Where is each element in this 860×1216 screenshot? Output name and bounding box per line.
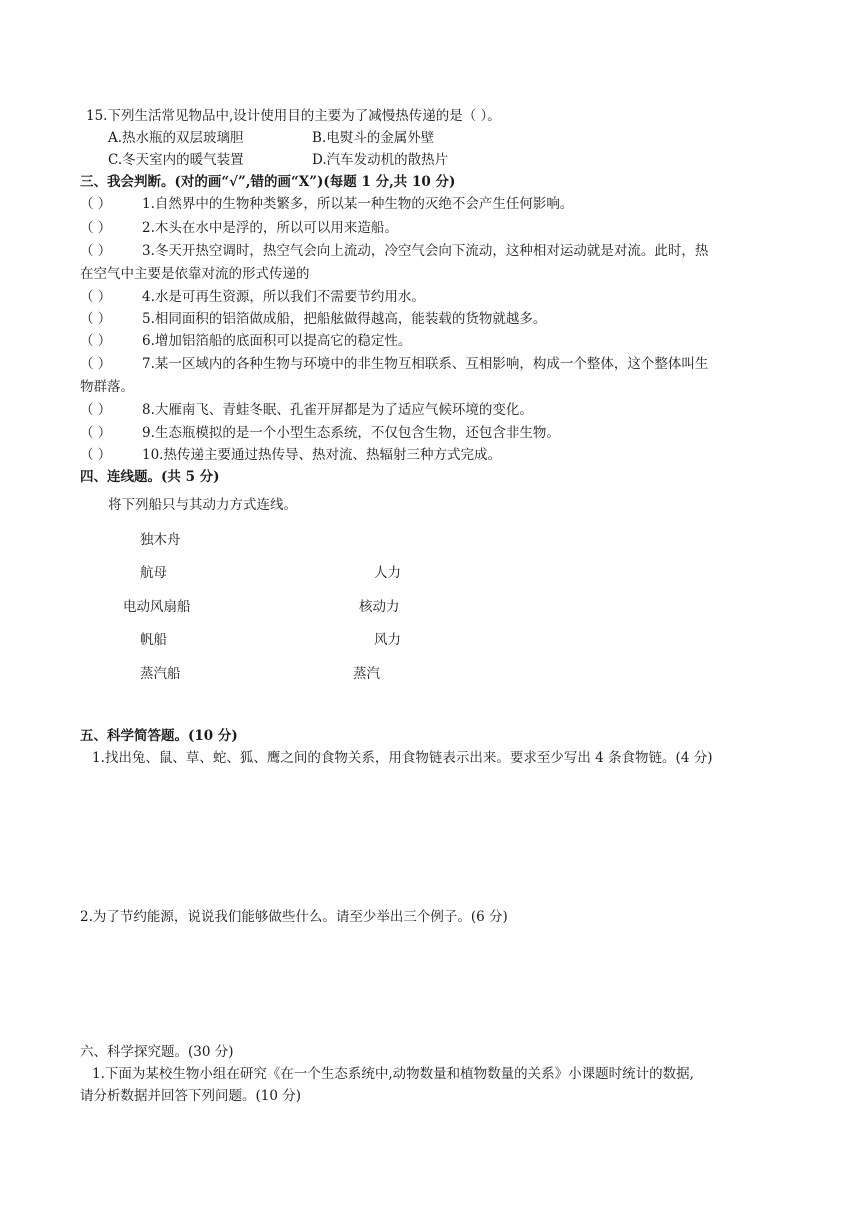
power-label[interactable]: 蒸汽 bbox=[353, 666, 380, 682]
answer-blank[interactable]: （ ） bbox=[80, 311, 112, 327]
power-label[interactable]: 核动力 bbox=[359, 599, 400, 615]
section6-question-1-line2: 请分析数据并回答下列问题。(10 分) bbox=[80, 1088, 302, 1104]
boat-label[interactable]: 电动风扇船 bbox=[123, 599, 191, 615]
q15-stem: 15.下列生活常见物品中,设计使用目的主要为了减慢热传递的是（ ）。 bbox=[86, 108, 501, 124]
judge-item-continuation: 在空气中主要是依靠对流的形式传递的 bbox=[80, 266, 310, 282]
judge-item-text: 8.大雁南飞、青蛙冬眠、孔雀开屏都是为了适应气候环境的变化。 bbox=[142, 402, 533, 418]
judge-item bbox=[80, 331, 411, 351]
judge-item-text: 9.生态瓶模拟的是一个小型生态系统，不仅包含生物，还包含非生物。 bbox=[142, 425, 560, 441]
q15-option-c: C.冬天室内的暖气装置 bbox=[108, 152, 244, 168]
q15-option-a: A.热水瓶的双层玻璃胆 bbox=[108, 130, 244, 146]
judge-item bbox=[80, 287, 425, 307]
section4-instruction: 将下列船只与其动力方式连线。 bbox=[108, 497, 297, 513]
judge-item-text: 3.冬天开热空调时，热空气会向上流动，冷空气会向下流动，这种相对运动就是对流。此时，热 bbox=[142, 243, 709, 259]
judge-item-continuation: 物群落。 bbox=[80, 379, 134, 395]
q15-option-b: B.电熨斗的金属外壁 bbox=[312, 130, 435, 146]
judge-item bbox=[80, 218, 398, 238]
answer-blank[interactable]: （ ） bbox=[80, 196, 112, 212]
section5-heading: 五、科学简答题。(10 分) bbox=[80, 728, 238, 744]
section5-question-1: 1.找出兔、鼠、草、蛇、狐、鹰之间的食物关系，用食物链表示出来。要求至少写出 4 条食物链。(4 分) bbox=[92, 750, 713, 766]
judge-item bbox=[80, 309, 546, 329]
judge-item bbox=[80, 194, 573, 214]
answer-blank[interactable]: （ ） bbox=[80, 425, 112, 441]
judge-item bbox=[80, 241, 708, 261]
boat-label[interactable]: 蒸汽船 bbox=[140, 666, 181, 682]
judge-item-text: 4.水是可再生资源，所以我们不需要节约用水。 bbox=[142, 289, 425, 305]
answer-blank[interactable]: （ ） bbox=[80, 447, 112, 463]
answer-blank[interactable]: （ ） bbox=[80, 333, 112, 349]
judge-item-text: 10.热传递主要通过热传导、热对流、热辐射三种方式完成。 bbox=[142, 447, 501, 463]
judge-item bbox=[80, 400, 533, 420]
answer-blank[interactable]: （ ） bbox=[80, 289, 112, 305]
power-label[interactable]: 风力 bbox=[374, 632, 401, 648]
answer-blank[interactable]: （ ） bbox=[80, 356, 112, 372]
section5-question-2: 2.为了节约能源，说说我们能够做些什么。请至少举出三个例子。(6 分) bbox=[80, 909, 508, 925]
answer-blank[interactable]: （ ） bbox=[80, 243, 112, 259]
judge-item-text: 7.某一区域内的各种生物与环境中的非生物互相联系、互相影响，构成一个整体，这个整体叫生 bbox=[142, 356, 709, 372]
section6-heading: 六、科学探究题。(30 分) bbox=[80, 1044, 234, 1060]
answer-area[interactable] bbox=[80, 772, 780, 892]
answer-blank[interactable]: （ ） bbox=[80, 402, 112, 418]
judge-item-text: 5.相同面积的铝箔做成船，把船舷做得越高，能装载的货物就越多。 bbox=[142, 311, 547, 327]
judge-item bbox=[80, 354, 708, 374]
boat-label[interactable]: 独木舟 bbox=[140, 532, 181, 548]
judge-item-text: 2.木头在水中是浮的，所以可以用来造船。 bbox=[142, 220, 398, 236]
judge-item-text: 6.增加铝箔船的底面积可以提高它的稳定性。 bbox=[142, 333, 412, 349]
answer-blank[interactable]: （ ） bbox=[80, 220, 112, 236]
answer-area[interactable] bbox=[80, 930, 780, 1035]
section3-heading: 三、我会判断。(对的画“√”,错的画“X”)(每题 1 分,共 10 分) bbox=[80, 174, 456, 190]
boat-label[interactable]: 航母 bbox=[140, 565, 167, 581]
power-label[interactable]: 人力 bbox=[374, 565, 401, 581]
judge-item bbox=[80, 445, 501, 465]
judge-item-text: 1.自然界中的生物种类繁多，所以某一种生物的灭绝不会产生任何影响。 bbox=[142, 196, 574, 212]
boat-label[interactable]: 帆船 bbox=[140, 632, 167, 648]
q15-option-d: D.汽车发动机的散热片 bbox=[312, 152, 449, 168]
section6-question-1-line1: 1.下面为某校生物小组在研究《在一个生态系统中,动物数量和植物数量的关系》小课题时统计的数据, bbox=[92, 1066, 694, 1082]
section4-heading: 四、连线题。(共 5 分) bbox=[80, 469, 220, 485]
judge-item bbox=[80, 423, 560, 443]
